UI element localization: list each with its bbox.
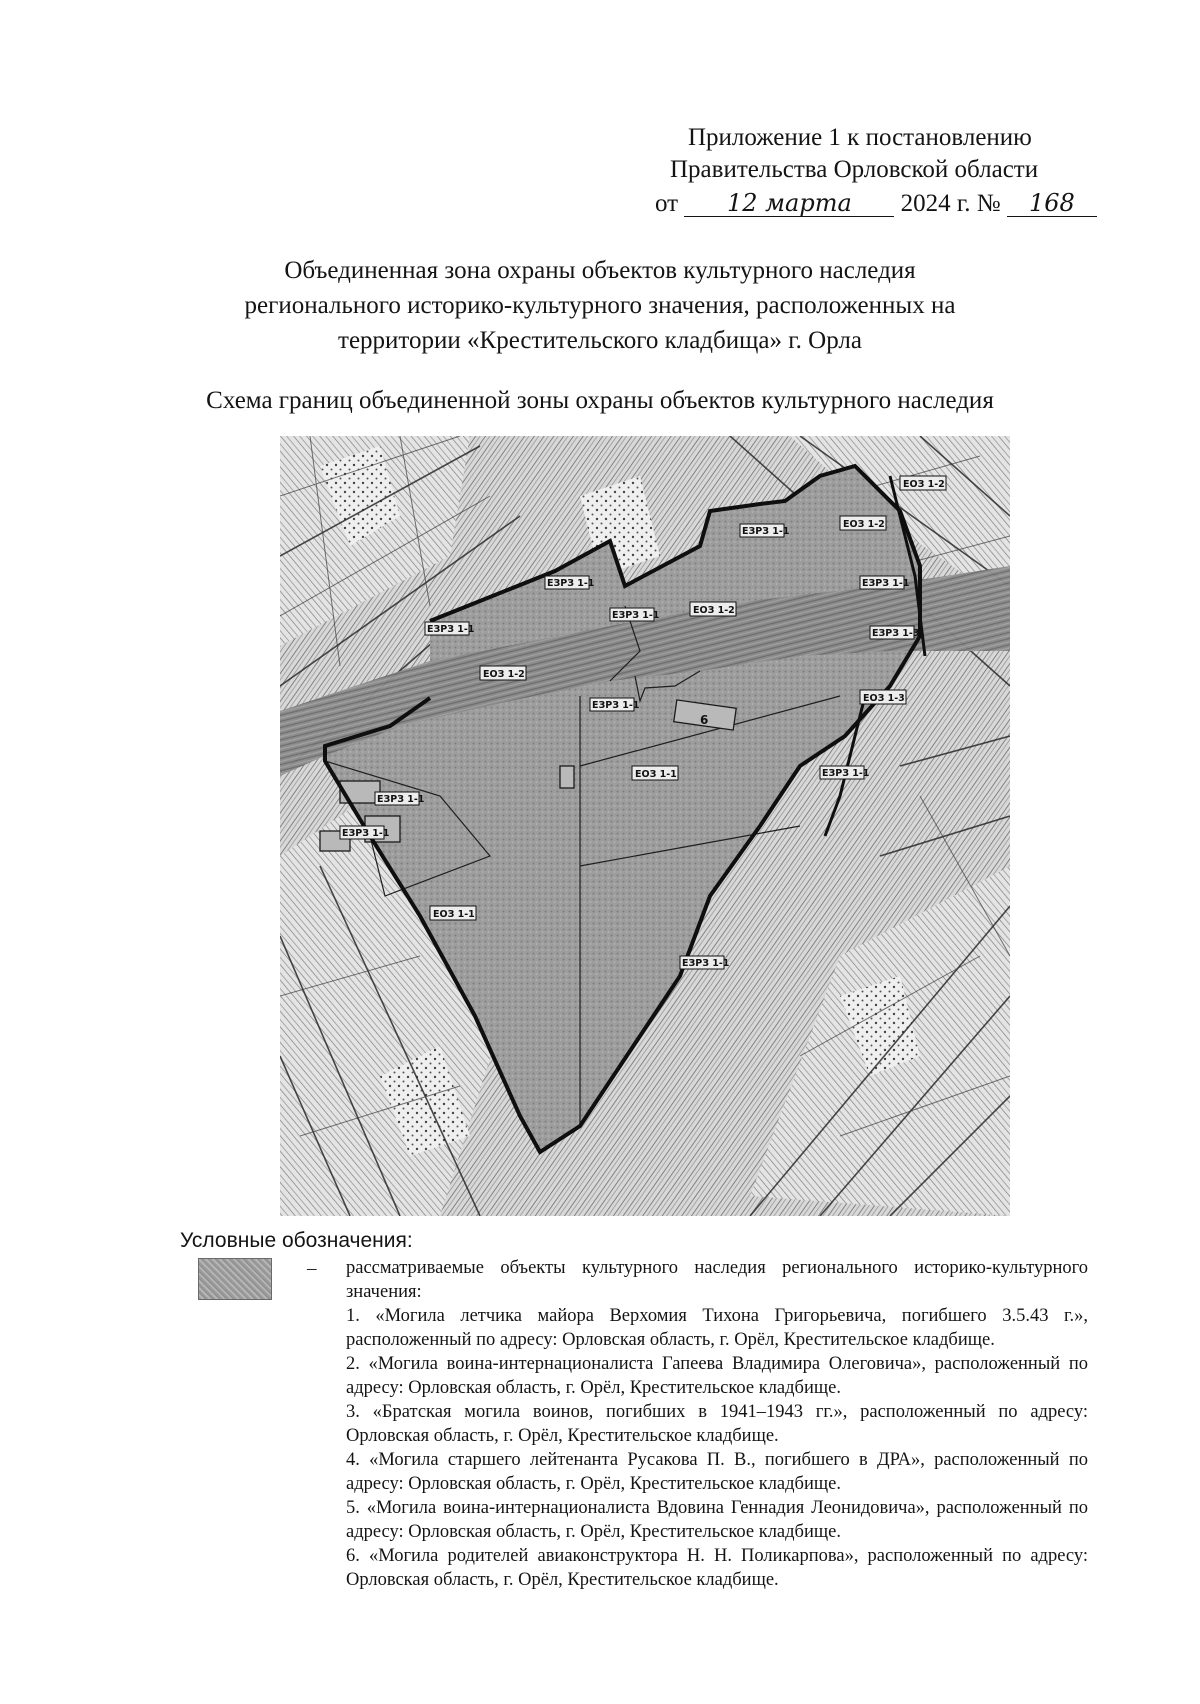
- svg-text:ЕЗРЗ 1-1: ЕЗРЗ 1-1: [547, 578, 595, 589]
- svg-text:ЕОЗ 1-1: ЕОЗ 1-1: [635, 769, 677, 780]
- title-line-2: регионального историко-культурного значения, расположенных на: [244, 292, 956, 319]
- svg-text:ЕЗРЗ 1-1: ЕЗРЗ 1-1: [822, 768, 870, 779]
- label-ezrz-1-1-f: [590, 698, 639, 711]
- label-eoz-1-3: [860, 690, 906, 704]
- svg-text:ЕОЗ 1-2: ЕОЗ 1-2: [843, 519, 885, 530]
- svg-text:ЕОЗ 1-2: ЕОЗ 1-2: [483, 669, 525, 680]
- label-ezrz-1-3: [870, 626, 919, 639]
- label-eoz-1-2-right: [840, 516, 886, 530]
- svg-text:ЕЗРЗ 1-1: ЕЗРЗ 1-1: [612, 610, 660, 621]
- legend-heading: Условные обозначения:: [180, 1229, 413, 1252]
- label-ezrz-1-1-b: [860, 576, 909, 589]
- label-ezrz-1-1-c: [545, 576, 594, 589]
- monument-number-marker: [700, 713, 708, 727]
- svg-text:ЕЗРЗ 1-1: ЕЗРЗ 1-1: [342, 828, 390, 839]
- label-eoz-1-2-top: [690, 602, 736, 616]
- svg-text:ЕЗРЗ 1-1: ЕЗРЗ 1-1: [377, 794, 425, 805]
- title-line-3: территории «Крестительского кладбища» г. Орла: [338, 327, 862, 354]
- year-number-label: 2024 г. №: [900, 190, 1001, 217]
- map-svg: [280, 436, 1010, 1216]
- label-ezrz-1-1-h: [340, 826, 389, 839]
- heritage-object-item: 6. «Могила родителей авиаконструктора Н. Н. Поликарпова», расположенный по адресу: Орловская область, г. Орёл, Крестительское кладбище.: [346, 1546, 1088, 1590]
- label-ezrz-1-1-j: [680, 956, 729, 969]
- svg-text:ЕЗРЗ 1-3: ЕЗРЗ 1-3: [872, 628, 920, 639]
- label-ezrz-1-1-a: [740, 524, 789, 537]
- svg-text:ЕЗРЗ 1-1: ЕЗРЗ 1-1: [742, 526, 790, 537]
- boundary-map: [280, 436, 1010, 1216]
- handwritten-number: 168: [1007, 190, 1097, 217]
- document-title: [120, 253, 1080, 358]
- label-eoz-1-1-lower: [430, 906, 476, 920]
- legend-zone-swatch: [198, 1258, 272, 1300]
- svg-text:ЕОЗ 1-3: ЕОЗ 1-3: [863, 693, 905, 704]
- svg-text:ЕЗРЗ 1-1: ЕЗРЗ 1-1: [592, 700, 640, 711]
- legend-dash: –: [307, 1258, 317, 1279]
- heritage-object-item: 1. «Могила летчика майора Верхомия Тихона Григорьевича, погибшего 3.5.43 г.», расположенный по адресу: Орловская область, г. Орёл, Крестительское кладбище.: [346, 1306, 1088, 1350]
- label-ezrz-1-1-e: [425, 622, 474, 635]
- heritage-object-item: 4. «Могила старшего лейтенанта Русакова П. В., погибшего в ДРА», расположенный по адресу: Орловская область, г. Орёл, Крестительское кладбище.: [346, 1450, 1088, 1494]
- label-eoz-1-2-left: [480, 666, 526, 680]
- label-eoz-1-1-center: [632, 766, 678, 780]
- svg-text:6: 6: [700, 713, 709, 727]
- label-ezrz-1-1-g: [375, 792, 424, 805]
- appendix-date-line: [655, 188, 1097, 220]
- date-prefix: от: [655, 190, 679, 217]
- scheme-subtitle: Схема границ объединенной зоны охраны объектов культурного наследия: [206, 387, 994, 414]
- svg-text:ЕЗРЗ 1-1: ЕЗРЗ 1-1: [862, 578, 910, 589]
- heritage-objects-list: [346, 1304, 1088, 1592]
- label-ezrz-1-1-i: [820, 766, 869, 779]
- heritage-object-item: 2. «Могила воина-интернационалиста Гапеева Владимира Олеговича», расположенный по адресу: Орловская область, г. Орёл, Крестительское кладбище.: [346, 1354, 1088, 1398]
- svg-text:ЕОЗ 1-1: ЕОЗ 1-1: [433, 909, 475, 920]
- svg-text:ЕЗРЗ 1-1: ЕЗРЗ 1-1: [682, 958, 730, 969]
- heritage-object-item: 5. «Могила воина-интернационалиста Вдовина Геннадия Леонидовича», расположенный по адресу: Орловская область, г. Орёл, Крестительское кладбище.: [346, 1498, 1088, 1542]
- label-eoz-1-2-far-right: [900, 476, 946, 490]
- svg-text:ЕОЗ 1-2: ЕОЗ 1-2: [693, 605, 735, 616]
- heritage-object-item: 3. «Братская могила воинов, погибших в 1941–1943 гг.», расположенный по адресу: Орловская область, г. Орёл, Крестительское кладбище.: [346, 1402, 1088, 1446]
- legend-description: [346, 1256, 1088, 1592]
- svg-text:ЕЗРЗ 1-1: ЕЗРЗ 1-1: [427, 624, 475, 635]
- legend-intro: рассматриваемые объекты культурного наследия регионального историко-культурного значения:: [346, 1258, 1088, 1302]
- handwritten-date: 12 марта: [684, 190, 894, 217]
- appendix-line-1: Приложение 1 к постановлению: [688, 124, 1032, 151]
- svg-text:ЕОЗ 1-2: ЕОЗ 1-2: [903, 479, 945, 490]
- label-ezrz-1-1-d: [610, 608, 659, 621]
- appendix-line-2: Правительства Орловской области: [670, 156, 1039, 183]
- title-line-1: Объединенная зона охраны объектов культурного наследия: [284, 257, 916, 284]
